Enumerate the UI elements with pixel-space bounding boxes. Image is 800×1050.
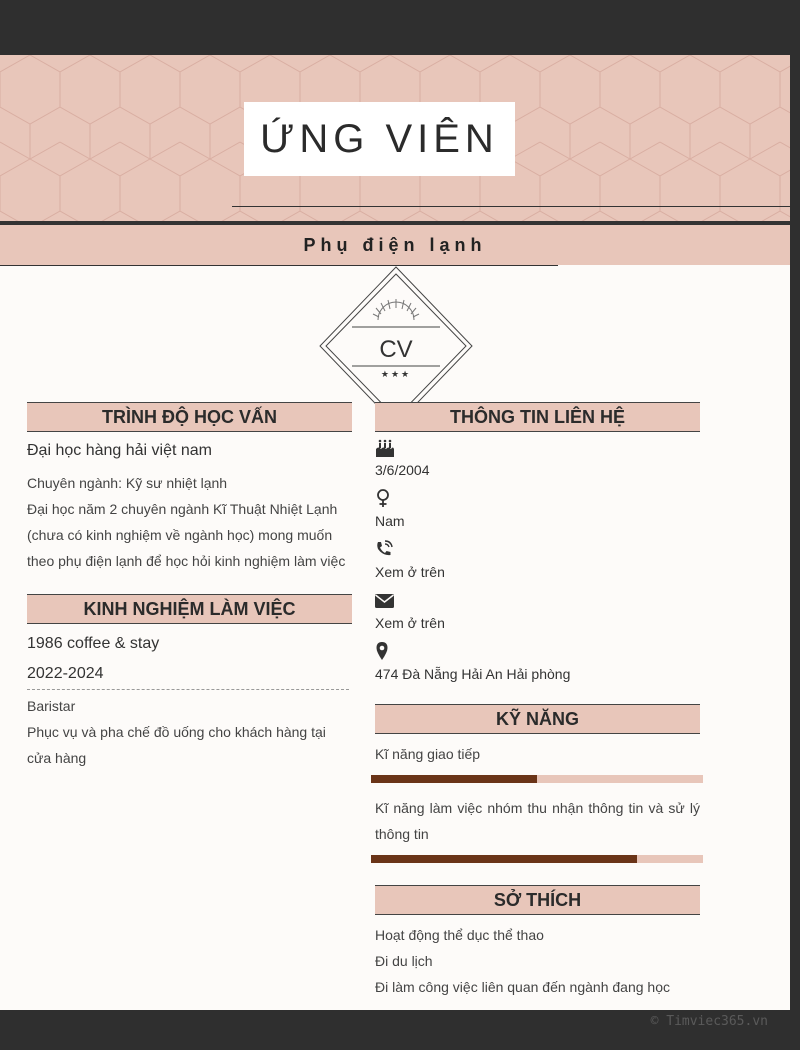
experience-heading: KINH NGHIỆM LÀM VIỆC — [27, 594, 352, 624]
education-school: Đại học hàng hải việt nam — [27, 442, 212, 459]
education-description-line: (chưa có kinh nghiệm về ngành học) mong muốn — [27, 527, 333, 543]
skill-bar — [371, 855, 703, 863]
hobby-item: Đi du lịch — [375, 953, 433, 969]
emblem-label: CV — [379, 336, 413, 363]
candidate-position: Phụ điện lạnh — [303, 234, 487, 255]
hobby-item: Hoạt động thể dục thể thao — [375, 927, 544, 943]
skill-label: Kĩ năng giao tiếp — [375, 746, 481, 762]
phone-icon — [374, 539, 394, 559]
experience-period: 2022-2024 — [27, 665, 104, 682]
position-band — [0, 225, 790, 265]
position-divider — [0, 265, 558, 266]
map-marker-icon — [372, 641, 392, 661]
header-divider — [232, 206, 790, 207]
skill-bar — [371, 775, 703, 783]
emblem-stars: ★★★ — [380, 369, 412, 379]
contact-phone: Xem ở trên — [375, 564, 445, 580]
skill-bar-fill — [371, 775, 537, 783]
hobby-item: Đi làm công việc liên quan đến ngành đang học — [375, 979, 670, 995]
name-box — [244, 102, 515, 176]
contact-gender: Nam — [375, 513, 405, 529]
female-icon — [373, 488, 393, 508]
experience-description-line: cửa hàng — [27, 750, 87, 766]
emblem-diamond-icon — [318, 266, 474, 404]
birthday-cake-icon — [375, 438, 395, 458]
skill-bar-fill — [371, 855, 637, 863]
contact-birthday: 3/6/2004 — [375, 462, 430, 478]
experience-divider — [27, 689, 349, 690]
hobbies-heading: SỞ THÍCH — [375, 885, 700, 915]
experience-company: 1986 coffee & stay — [27, 635, 160, 652]
cv-header — [0, 55, 790, 221]
skill-label: Kĩ năng làm việc nhóm thu nhận thông tin và sử lý — [375, 800, 700, 816]
contact-email: Xem ở trên — [375, 615, 445, 631]
education-description-line: theo phụ điện lạnh để học hỏi kinh nghiệm làm việc — [27, 553, 346, 569]
education-major: Chuyên ngành: Kỹ sư nhiệt lạnh — [27, 475, 228, 491]
candidate-name: ỨNG VIÊN — [260, 116, 499, 161]
education-description-line: Đại học năm 2 chuyên ngành Kĩ Thuật Nhiệt Lạnh — [27, 501, 338, 517]
contact-address: 474 Đà Nẵng Hải An Hải phòng — [375, 666, 571, 682]
watermark: © Timviec365.vn — [650, 1014, 768, 1029]
cv-emblem — [318, 266, 474, 404]
education-heading: TRÌNH ĐỘ HỌC VẤN — [27, 402, 352, 432]
skill-label: thông tin — [375, 826, 429, 842]
experience-description-line: Phục vụ và pha chế đồ uống cho khách hàng tại — [27, 724, 326, 740]
envelope-icon — [374, 591, 394, 611]
contact-heading: THÔNG TIN LIÊN HỆ — [375, 402, 700, 432]
top-frame-bar — [0, 0, 800, 55]
skills-heading: KỸ NĂNG — [375, 704, 700, 734]
cv-page — [0, 55, 790, 1010]
experience-role: Baristar — [27, 698, 76, 714]
